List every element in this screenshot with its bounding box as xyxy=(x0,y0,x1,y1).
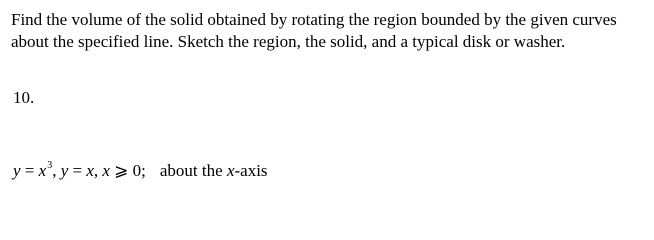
rotation-axis-suffix: -axis xyxy=(234,161,268,180)
curve2-rhs: x xyxy=(86,161,94,180)
curve2-equals: = xyxy=(68,161,87,180)
curve1-rhs: x xyxy=(38,161,47,180)
problem-number: 10. xyxy=(13,88,35,107)
problem-instructions: Find the volume of the solid obtained by rotating the region bounded by the given curves about the specified line. Sketch the region, the solid, and a typical disk or washer. xyxy=(11,10,617,51)
curve1-lhs: y xyxy=(13,161,21,180)
separator-2: , xyxy=(93,161,103,180)
problem-equation xyxy=(13,160,268,185)
rotation-axis-variable: x xyxy=(226,161,235,180)
condition-operator: ⩾ 0; xyxy=(109,161,146,180)
curve2-lhs: y xyxy=(60,161,69,180)
condition-variable: x xyxy=(102,161,110,180)
curve1-equals: = xyxy=(20,161,39,180)
curve1-exponent: 3 xyxy=(47,160,53,171)
rotation-axis-prefix: about the xyxy=(159,161,227,180)
separator-1: , xyxy=(52,161,61,180)
